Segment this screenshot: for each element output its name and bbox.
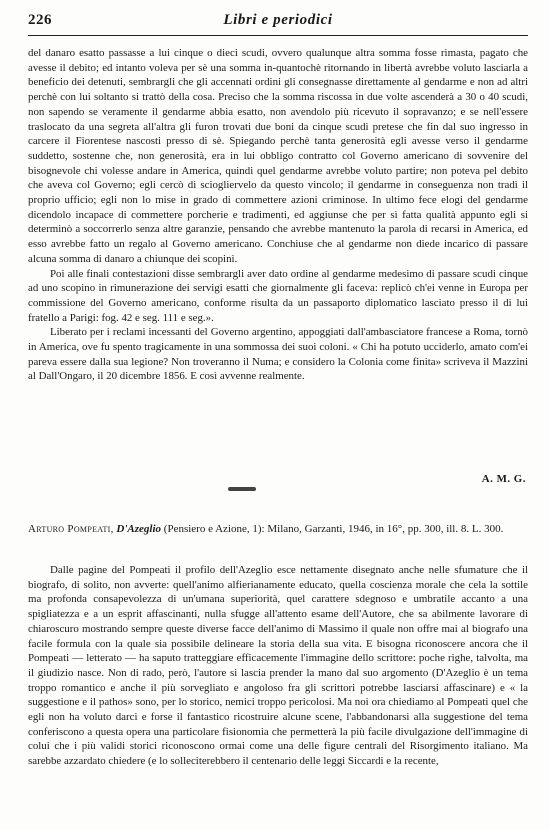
review-body [28, 563, 528, 769]
running-title: Libri e periodici [223, 12, 333, 28]
paragraph: del danaro esatto passasse a lui cinque o dieci scudi, ovvero qualunque altra somma fosse rimasta, pagato che avesse il debito; ed intanto voleva per sè una somma in-quantochè ritornando in libertà avrebbe voluto lasciarla a beneficio dei detenuti, sembrargli che gli accennati ordini gli consegnasse direttamente al gendarme e non ad altri perchè con lui soltanto si trattò della cosa. Preciso che la somma riscossa in due volte ascenderà a 30 o 40 scudi, non sapendo se veramente il gendarme abbia esatto, non avendolo più ricevuto il sopravanzo; e se nell'essere traslocato da una segreta all'altra gli furon trovati due boni da cinque scudi pretese che fin dal suo ingresso in carcere il Fiorentese nascosti presso di sè. Spiegando perchè tanta generosità egli avesse verso il gendarme suddetto, sostenne che, non generosità, era in lui obbligo contratto col Governo americano di sovvenire del bisognevole chi volesse andare in America, quindi quel gendarme avrebbe voluto partire; non poteva pel debito che aveva col Governo; egli cercò di sciogliervelo da questo vincolo; il gendarme in conseguenza non tradì il proprio ufficio; egli non lo mise in grado di commettere azioni criminose. In ultimo fece elogi del gendarme dicendolo incapace di commettere porcherie e tradimenti, ed aggiunse che per sì fatta qualità appunto egli si determinò a soccorrerlo senza altre garanzie, pensando che avrebbe mantenuto la parola di recarsi in America, ed esso avrebbe fatto un regalo al Governo americano. Conchiuse che al gendarme non diede incarico di passare alcuna somma di danaro a chiunque dei scopini. [28, 47, 528, 265]
article-body [28, 46, 528, 384]
review-book-title: D'Azeglio [116, 523, 162, 535]
review-details: (Pensiero e Azione, 1): Milano, Garzanti, 1946, in 16°, pp. 300, ill. 8. L. 300. [163, 523, 504, 535]
article-signature: A. M. G. [481, 473, 526, 485]
page-number: 226 [28, 12, 52, 28]
paragraph: Liberato per i reclami incessanti del Governo argentino, appoggiati dall'ambasciatore francese a Roma, tornò in America, ove fu spento tragicamente in una sommossa dei suoi coloni. « Chi ha potuto ucciderlo, amato com'ei pareva essere dalla sua legione? Non troveranno il Numa; e considero la Colonia come finita» scriveva il Mazzini al Dall'Ongaro, il 20 dicembre 1856. E così avvenne realmente. [28, 326, 528, 383]
page-header [28, 12, 528, 36]
review-author: Arturo Pompeati, [28, 523, 114, 535]
review-citation [28, 522, 528, 537]
paragraph: Poi alle finali contestazioni disse sembrargli aver dato ordine al gendarme medesimo di passare scudi cinque ad uno scopino in rimunerazione dei servigi esatti che giornalmente gli faceva: replicò ch'ei venne in Europa per commissione del Governo americano, conforme risulta da un passaporto diplomatico lasciato presso il di lui fratello a Parigi: fog. 42 e seg. 111 e seg.». [28, 267, 528, 324]
ink-smudge [228, 487, 256, 491]
header-rule [28, 35, 528, 36]
paragraph: Dalle pagine del Pompeati il profilo dell'Azeglio esce nettamente disegnato anche nelle sfumature che il biografo, di solito, non avverte: quell'animo alfierianamente educato, quella coscienza morale che cela la sottile ma profonda consapevolezza di un'umana superiorità, quel carattere sdegnoso e umbratile accanto a una spigliatezza e a un esprit affascinanti, nulla sfugge all'attento esame dell'Autore, che sa abilmente lavorare di chiaroscuro mostrando sempre queste diverse facce dell'animo di Massimo il quale non offre mai al biografo una facile formula con la quale sia possibile delineare la storia della sua vita. E bisogna riconoscere ancora che il Pompeati — letterato — ha saputo tratteggiare efficacemente l'immagine dello scrittore: poche righe, talvolta, ma il giudizio nasce. Non di rado, però, l'autore si lascia prender la mano dal suo argomento (D'Azeglio è un tema troppo romantico e anche il più sorvegliato e angoloso fra gli scrittori potrebbe lasciarsi affascinare) e « la suggestione e il pathos» sono, per lo storico, nemici troppo pericolosi. Ma noi ora chiediamo al Pompeati quel che egli non ha voluto darci e forse il fantastico ricostruire alcune scene, l'abbandonarsi alla suggestione del tema conferiscono a questa opera una particolare fisionomia che permetterà la più facile divulgazione dell'immagine di colui che i più validi storici riconoscono ormai come una delle figure centrali del Risorgimento italiano. Ma sarebbe azzardato chiedere (e lo solleciterebbero il centenario delle leggi Siccardi e la recente, [28, 564, 528, 768]
